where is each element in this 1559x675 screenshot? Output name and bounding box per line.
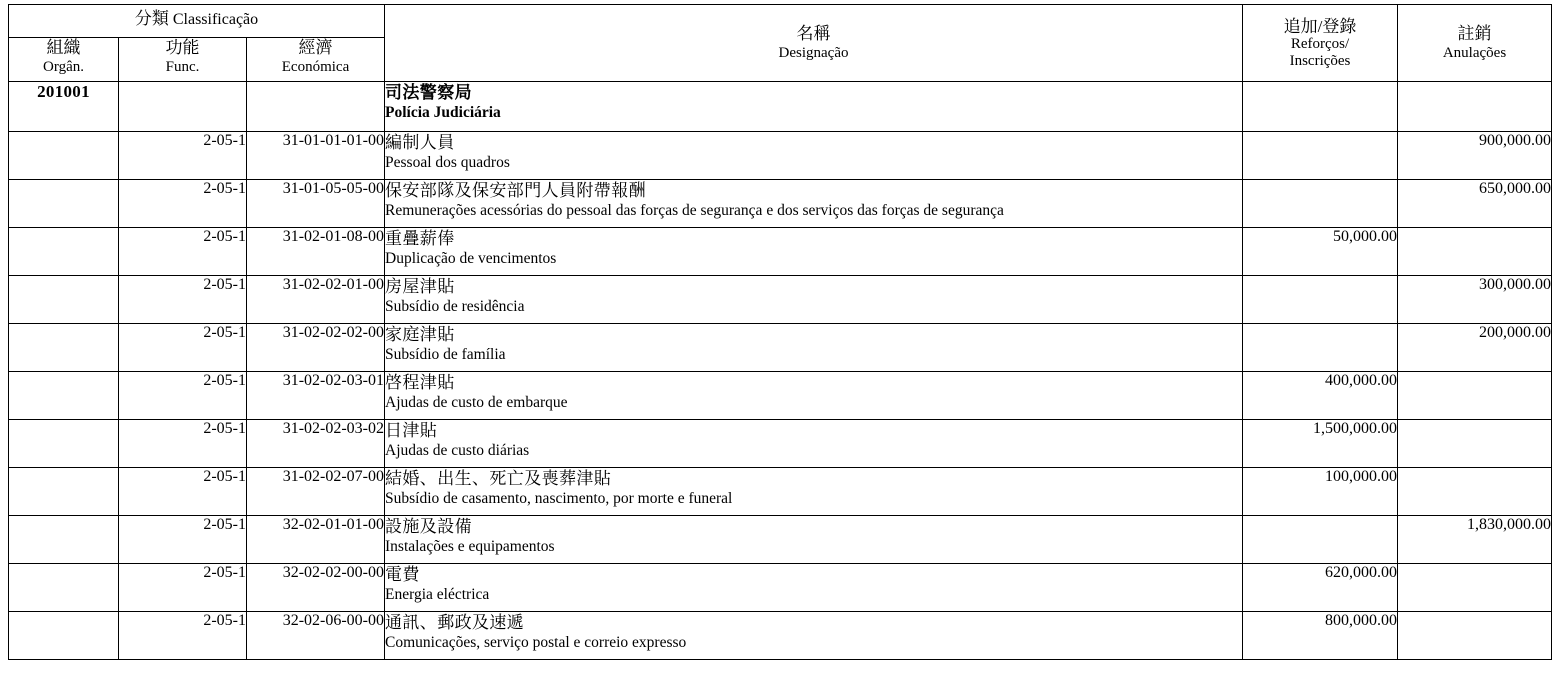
designacao-zh: 保安部隊及保安部門人員附帶報酬 [385, 181, 646, 200]
cell-organ [9, 564, 119, 612]
header-func-zh: 功能 [165, 38, 200, 58]
header-classification-group [9, 5, 385, 38]
cell-designacao [385, 132, 1243, 180]
cell-organ [9, 420, 119, 468]
cell-func: 2-05-1 [119, 132, 247, 180]
cell-func: 2-05-1 [119, 612, 247, 660]
cell-anulacoes [1398, 564, 1552, 612]
designacao-pt: Ajudas de custo diárias [385, 442, 530, 459]
cell-organ [9, 180, 119, 228]
cell-designacao [385, 228, 1243, 276]
designacao-zh: 設施及設備 [385, 517, 472, 536]
cell-func: 2-05-1 [119, 324, 247, 372]
header-economica-pt: Económica [281, 59, 350, 76]
header-reforcos-pt: Reforços/ [1290, 35, 1350, 52]
header-inscricoes-pt: Inscrições [1289, 52, 1351, 69]
cell-reforcos [1243, 276, 1398, 324]
cell-anulacoes [1398, 612, 1552, 660]
table-row [9, 612, 1552, 660]
designacao-zh: 電費 [385, 565, 420, 584]
cell-reforcos [1243, 82, 1398, 132]
cell-func: 2-05-1 [119, 468, 247, 516]
designacao-pt: Instalações e equipamentos [385, 538, 555, 555]
header-reforcos [1243, 5, 1398, 82]
cell-economica: 32-02-01-01-00 [247, 516, 385, 564]
table-row [9, 132, 1552, 180]
header-designacao-pt: Designação [778, 45, 849, 61]
cell-designacao [385, 372, 1243, 420]
cell-anulacoes [1398, 468, 1552, 516]
cell-func: 2-05-1 [119, 228, 247, 276]
cell-economica: 31-02-02-03-01 [247, 372, 385, 420]
cell-func [119, 82, 247, 132]
table-row [9, 82, 1552, 132]
cell-economica [247, 82, 385, 132]
header-reforcos-zh: 追加/登錄 [1283, 16, 1357, 36]
designacao-zh: 啓程津貼 [385, 373, 455, 392]
header-economica-zh: 經濟 [298, 38, 333, 58]
cell-organ [9, 516, 119, 564]
cell-organ [9, 324, 119, 372]
cell-designacao [385, 420, 1243, 468]
designacao-pt: Comunicações, serviço postal e correio expresso [385, 634, 687, 651]
header-classification-pt: Classificação [172, 11, 259, 28]
table-row [9, 564, 1552, 612]
cell-func: 2-05-1 [119, 180, 247, 228]
cell-anulacoes: 300,000.00 [1398, 276, 1552, 324]
cell-anulacoes [1398, 228, 1552, 276]
header-classification-zh: 分類 [134, 9, 169, 28]
cell-func: 2-05-1 [119, 420, 247, 468]
table-row [9, 276, 1552, 324]
cell-anulacoes: 200,000.00 [1398, 324, 1552, 372]
table-row [9, 180, 1552, 228]
cell-func: 2-05-1 [119, 372, 247, 420]
cell-anulacoes [1398, 82, 1552, 132]
cell-anulacoes: 1,830,000.00 [1398, 516, 1552, 564]
header-designacao [385, 5, 1243, 82]
table-row [9, 420, 1552, 468]
designacao-zh: 房屋津貼 [385, 277, 455, 296]
cell-reforcos [1243, 324, 1398, 372]
cell-anulacoes: 900,000.00 [1398, 132, 1552, 180]
header-func-pt: Func. [165, 59, 200, 76]
cell-anulacoes [1398, 372, 1552, 420]
cell-organ [9, 276, 119, 324]
table-row [9, 228, 1552, 276]
designacao-zh: 結婚、出生、死亡及喪葬津貼 [385, 469, 612, 488]
header-organ-zh: 組織 [46, 38, 81, 58]
cell-organ [9, 132, 119, 180]
cell-economica: 31-02-02-07-00 [247, 468, 385, 516]
cell-economica: 31-01-01-01-00 [247, 132, 385, 180]
designacao-zh: 編制人員 [385, 133, 455, 152]
cell-reforcos: 620,000.00 [1243, 564, 1398, 612]
table-row [9, 324, 1552, 372]
designacao-pt: Duplicação de vencimentos [385, 250, 557, 267]
header-row-group [9, 5, 1552, 38]
cell-designacao-heading [385, 82, 1243, 132]
cell-designacao [385, 180, 1243, 228]
designacao-pt: Subsídio de casamento, nascimento, por morte e funeral [385, 490, 733, 507]
cell-reforcos: 800,000.00 [1243, 612, 1398, 660]
cell-reforcos [1243, 132, 1398, 180]
cell-reforcos: 100,000.00 [1243, 468, 1398, 516]
designacao-zh: 司法警察局 [385, 83, 472, 102]
budget-sheet [0, 4, 1559, 675]
cell-reforcos [1243, 180, 1398, 228]
cell-economica: 31-02-02-03-02 [247, 420, 385, 468]
cell-anulacoes [1398, 420, 1552, 468]
cell-organ [9, 228, 119, 276]
header-designacao-zh: 名稱 [796, 24, 831, 43]
table-row [9, 468, 1552, 516]
header-economica [247, 38, 385, 82]
table-row [9, 516, 1552, 564]
cell-organ [9, 372, 119, 420]
table-header [9, 5, 1552, 82]
designacao-zh: 通訊、郵政及速遞 [385, 613, 525, 632]
designacao-pt: Pessoal dos quadros [385, 154, 510, 171]
header-anulacoes [1398, 5, 1552, 82]
cell-designacao [385, 564, 1243, 612]
header-organ [9, 38, 119, 82]
table-row [9, 372, 1552, 420]
designacao-pt: Energia eléctrica [385, 586, 490, 603]
table-body [9, 82, 1552, 660]
cell-anulacoes: 650,000.00 [1398, 180, 1552, 228]
cell-economica: 31-02-02-01-00 [247, 276, 385, 324]
header-anulacoes-pt: Anulações [1442, 45, 1507, 61]
designacao-zh: 日津貼 [385, 421, 438, 440]
designacao-pt: Remunerações acessórias do pessoal das forças de segurança e dos serviços das forças de segurança [385, 202, 1004, 219]
header-func [119, 38, 247, 82]
header-organ-pt: Orgân. [43, 59, 84, 76]
cell-designacao [385, 324, 1243, 372]
cell-func: 2-05-1 [119, 516, 247, 564]
cell-economica: 32-02-06-00-00 [247, 612, 385, 660]
cell-designacao [385, 612, 1243, 660]
cell-reforcos [1243, 516, 1398, 564]
header-anulacoes-zh: 註銷 [1457, 24, 1492, 43]
cell-designacao [385, 276, 1243, 324]
cell-economica: 31-02-02-02-00 [247, 324, 385, 372]
cell-reforcos: 50,000.00 [1243, 228, 1398, 276]
cell-func: 2-05-1 [119, 564, 247, 612]
budget-table [8, 4, 1552, 660]
designacao-zh: 家庭津貼 [385, 325, 455, 344]
cell-organ [9, 612, 119, 660]
cell-designacao [385, 516, 1243, 564]
cell-designacao [385, 468, 1243, 516]
designacao-pt: Subsídio de família [385, 346, 506, 363]
cell-organ [9, 468, 119, 516]
cell-economica: 31-02-01-08-00 [247, 228, 385, 276]
designacao-pt: Polícia Judiciária [385, 104, 501, 121]
cell-reforcos: 1,500,000.00 [1243, 420, 1398, 468]
cell-organ: 201001 [9, 82, 119, 132]
cell-economica: 31-01-05-05-00 [247, 180, 385, 228]
designacao-pt: Ajudas de custo de embarque [385, 394, 568, 411]
cell-economica: 32-02-02-00-00 [247, 564, 385, 612]
cell-func: 2-05-1 [119, 276, 247, 324]
cell-reforcos: 400,000.00 [1243, 372, 1398, 420]
designacao-pt: Subsídio de residência [385, 298, 525, 315]
designacao-zh: 重疊薪俸 [385, 229, 455, 248]
